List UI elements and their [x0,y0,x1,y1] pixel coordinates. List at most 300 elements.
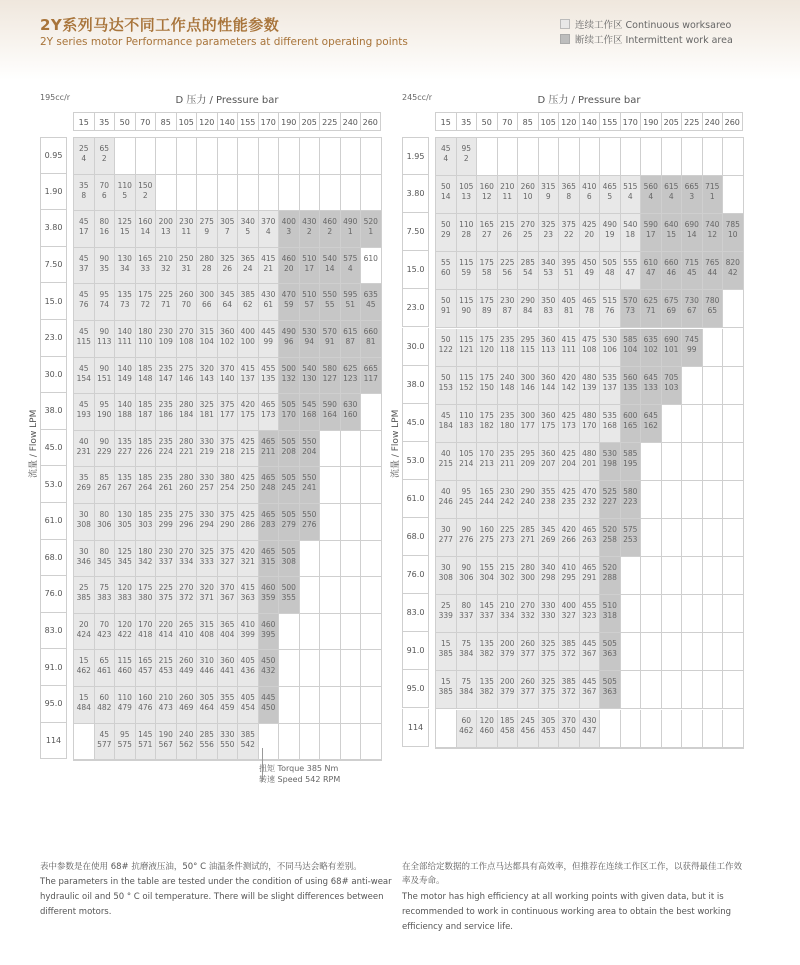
speed-value: 213 [479,458,494,468]
speed-value: 226 [138,446,153,456]
performance-cell [74,614,95,651]
torque-value: 270 [520,601,535,611]
performance-cell [238,504,259,541]
performance-cell [218,321,239,358]
torque-value: 465 [261,400,276,410]
torque-value: 185 [138,436,153,446]
torque-value: 230 [500,296,515,306]
speed-value: 113 [97,337,112,346]
flow-cell: 95.0 [402,670,429,708]
torque-value: 70 [99,180,110,190]
flow-cell: 7.50 [40,247,67,284]
performance-cell [320,248,341,285]
torque-value: 705 [664,372,679,382]
speed-value: 273 [500,535,515,544]
torque-value: 120 [479,715,494,725]
torque-value: 295 [520,334,535,344]
speed-value: 160 [343,410,358,420]
performance-cell [662,557,683,595]
speed-value: 26 [502,230,513,240]
torque-value: 110 [459,220,474,230]
pressure-header-cell: 70 [135,112,156,131]
performance-cell [559,633,580,671]
torque-value: 295 [520,448,535,458]
speed-value: 460 [117,666,132,676]
speed-value: 170 [582,420,597,430]
torque-value: 50 [440,182,451,192]
performance-cell [498,519,519,557]
torque-value: 330 [199,436,214,446]
speed-value: 19 [604,230,615,240]
performance-cell [600,710,621,748]
performance-cell [341,358,362,395]
performance-cell [621,367,642,405]
torque-value: 585 [623,334,638,344]
performance-cell [477,329,498,367]
flow-cell: 23.0 [40,320,67,357]
speed-value: 198 [602,458,617,468]
torque-value: 200 [500,639,515,649]
pressure-header-cell: 225 [681,112,702,131]
torque-value: 445 [261,693,276,702]
flow-cell: 45.0 [40,430,67,467]
torque-value: 505 [602,677,617,687]
speed-value: 21 [263,263,274,273]
performance-cell [580,710,601,748]
performance-cell [218,138,239,175]
torque-value: 520 [602,563,617,573]
performance-cell [136,467,157,504]
performance-cell [457,329,478,367]
torque-value: 570 [322,327,337,336]
speed-value: 165 [623,420,638,430]
performance-cell [320,687,341,724]
torque-value: 110 [117,693,132,702]
speed-value: 461 [97,666,112,676]
torque-value: 420 [561,525,576,534]
torque-value: 500 [281,363,296,373]
torque-value: 510 [602,601,617,611]
performance-cell [74,175,95,212]
performance-cell [197,504,218,541]
performance-cell [477,138,498,176]
speed-value: 11 [181,227,192,237]
torque-value: 430 [261,290,276,300]
performance-cell [177,614,198,651]
speed-value: 110 [138,337,153,346]
speed-value: 436 [240,666,255,676]
performance-cell [74,358,95,395]
torque-value: 465 [261,473,276,483]
speed-value: 13 [461,192,472,202]
torque-value: 305 [220,217,235,227]
torque-value: 590 [322,400,337,410]
speed-value: 227 [602,496,617,506]
speed-value: 571 [138,739,153,749]
torque-value: 535 [602,410,617,420]
torque-value: 585 [623,448,638,458]
right-model: 245cc/r [402,93,433,102]
performance-cell [641,367,662,405]
torque-value: 370 [220,363,235,373]
torque-value: 190 [158,729,173,739]
speed-value: 1 [347,227,353,237]
speed-value: 459 [220,703,235,712]
torque-value: 175 [479,372,494,382]
speed-value: 299 [158,520,173,529]
speed-value: 177 [220,410,235,420]
torque-value: 575 [623,525,638,534]
performance-cell [436,519,457,557]
performance-cell [238,541,259,578]
speed-value: 258 [602,535,617,544]
flow-cell: 114 [402,709,429,747]
torque-value: 45 [440,144,451,153]
speed-value: 253 [623,535,638,544]
performance-cell [279,614,300,651]
performance-cell [498,290,519,328]
performance-cell [600,519,621,557]
torque-value: 165 [479,486,494,496]
torque-value: 320 [199,583,214,593]
speed-value: 215 [438,458,453,468]
performance-cell [300,467,321,504]
performance-cell [320,650,341,687]
torque-value: 170 [479,448,494,458]
performance-cell [238,358,259,395]
torque-value: 175 [138,583,153,593]
speed-value: 46 [666,268,677,278]
performance-cell [600,481,621,519]
performance-cell [580,405,601,443]
speed-value: 173 [561,420,576,430]
speed-value: 173 [261,410,276,420]
performance-cell [74,541,95,578]
performance-cell [539,557,560,595]
performance-cell [539,710,560,748]
torque-value: 145 [138,729,153,739]
speed-value: 382 [479,687,494,697]
speed-value: 375 [541,687,556,697]
performance-cell [279,541,300,578]
pressure-header-cell: 140 [217,112,238,131]
performance-cell [436,595,457,633]
performance-cell [682,367,703,405]
performance-cell [477,595,498,633]
performance-cell [361,248,382,285]
flow-cell: 3.80 [40,210,67,247]
page-title-cn: 2Y系列马达不同工作点的性能参数 [40,16,280,34]
speed-value: 106 [602,344,617,354]
speed-value: 104 [199,337,214,346]
speed-value: 383 [97,593,112,603]
torque-value: 150 [138,180,153,190]
torque-value: 80 [99,546,110,556]
torque-value: 45 [440,410,451,420]
speed-value: 267 [117,483,132,493]
pressure-header-cell: 15 [73,112,94,131]
torque-value: 325 [220,253,235,263]
performance-cell [279,724,300,761]
performance-cell [300,687,321,724]
torque-value: 80 [99,217,110,227]
torque-value: 235 [158,436,173,446]
speed-value: 24 [242,263,253,273]
torque-value: 425 [240,436,255,446]
performance-cell [238,467,259,504]
speed-value: 1 [709,192,715,202]
torque-value: 35 [78,473,89,483]
speed-value: 90 [461,306,472,316]
speed-value: 5 [245,227,251,237]
torque-value: 135 [479,677,494,687]
torque-value: 215 [158,656,173,666]
speed-value: 12 [481,192,492,202]
speed-value: 66 [201,300,212,310]
performance-cell [115,614,136,651]
torque-value: 420 [561,372,576,382]
performance-cell [436,557,457,595]
performance-cell [136,614,157,651]
speed-value: 432 [261,666,276,676]
torque-value: 75 [99,583,110,593]
speed-value: 147 [158,373,173,383]
torque-value: 45 [78,327,89,336]
speed-value: 456 [520,725,535,735]
performance-cell [136,650,157,687]
speed-value: 122 [438,344,453,354]
speed-value: 308 [76,520,91,529]
speed-value: 99 [686,344,697,354]
performance-cell [621,290,642,328]
torque-value: 575 [343,253,358,263]
performance-cell [279,431,300,468]
performance-cell [498,405,519,443]
performance-cell [177,504,198,541]
performance-cell [177,687,198,724]
left-flow-label: 流量 / Flow LPM [29,409,39,478]
speed-value: 181 [199,410,214,420]
performance-cell [156,321,177,358]
performance-cell [115,577,136,614]
torque-value: 45 [78,253,89,263]
torque-value: 225 [500,525,515,534]
performance-cell [498,214,519,252]
performance-cell [74,650,95,687]
torque-value: 230 [158,546,173,556]
pressure-header-cell: 240 [702,112,723,131]
speed-value: 308 [281,556,296,566]
torque-value: 270 [179,546,194,556]
speed-value: 10 [727,230,738,240]
flow-cell: 45.0 [402,404,429,442]
speed-value: 54 [522,268,533,278]
performance-cell [177,467,198,504]
performance-cell [320,211,341,248]
speed-value: 184 [179,410,194,420]
speed-value: 291 [582,573,597,583]
torque-value: 610 [643,258,658,268]
performance-cell [436,367,457,405]
performance-cell [74,211,95,248]
speed-value: 102 [220,337,235,346]
torque-value: 90 [461,525,472,534]
performance-cell [95,248,116,285]
torque-value: 85 [99,473,110,483]
speed-value: 44 [707,268,718,278]
performance-cell [723,252,744,290]
performance-cell [621,176,642,214]
speed-value: 238 [541,496,556,506]
pressure-header-cell: 240 [340,112,361,131]
speed-value: 2 [327,227,333,237]
speed-value: 51 [345,300,356,310]
speed-value: 83 [543,306,554,316]
torque-value: 180 [138,327,153,336]
performance-cell [259,614,280,651]
performance-cell [177,175,198,212]
torque-value: 90 [99,363,110,373]
performance-cell [156,650,177,687]
speed-value: 345 [97,556,112,566]
torque-value: 30 [78,546,89,556]
speed-value: 182 [479,420,494,430]
speed-value: 279 [281,520,296,529]
torque-value: 280 [179,473,194,483]
torque-value: 50 [440,296,451,306]
torque-value: 460 [261,619,276,629]
performance-cell [559,176,580,214]
speed-value: 260 [179,483,194,493]
torque-value: 275 [179,510,194,519]
torque-value: 275 [179,363,194,373]
performance-cell [559,443,580,481]
flow-cell: 30.0 [40,357,67,394]
torque-value: 820 [725,258,740,268]
torque-value: 385 [561,677,576,687]
performance-cell [259,175,280,212]
torque-value: 185 [138,510,153,519]
torque-value: 520 [363,217,378,227]
torque-value: 365 [220,619,235,629]
performance-cell [723,329,744,367]
performance-cell [95,138,116,175]
performance-cell [95,650,116,687]
speed-value: 186 [158,410,173,420]
torque-value: 465 [261,436,276,446]
speed-value: 453 [541,725,556,735]
performance-cell [703,519,724,557]
performance-cell [320,541,341,578]
flow-cell: 91.0 [402,632,429,670]
torque-value: 235 [158,363,173,373]
performance-cell [238,284,259,321]
torque-value: 645 [643,372,658,382]
performance-cell [436,290,457,328]
performance-cell [177,211,198,248]
performance-cell [177,358,198,395]
performance-cell [641,138,662,176]
left-note-en-line: The parameters in the table are tested under the condition of using 68# anti-wear [40,877,392,887]
speed-value: 2 [463,154,469,163]
speed-value: 27 [481,230,492,240]
performance-cell [300,394,321,431]
torque-value: 65 [99,144,110,153]
speed-value: 45 [686,268,697,278]
performance-cell [662,176,683,214]
torque-value: 425 [240,510,255,519]
speed-value: 542 [240,739,255,749]
torque-value: 445 [582,639,597,649]
performance-cell [539,671,560,709]
speed-value: 294 [199,520,214,529]
performance-cell [621,671,642,709]
speed-value: 180 [500,420,515,430]
torque-value: 580 [322,363,337,373]
performance-cell [703,329,724,367]
torque-value: 340 [541,258,556,268]
torque-value: 45 [78,217,89,227]
performance-cell [74,504,95,541]
torque-value: 40 [78,436,89,446]
performance-cell [74,724,95,761]
torque-value: 60 [461,715,472,725]
speed-value: 25 [522,230,533,240]
performance-cell [320,321,341,358]
performance-cell [457,367,478,405]
torque-value: 555 [623,258,638,268]
speed-value: 447 [582,725,597,735]
torque-value: 325 [199,400,214,410]
torque-value: 785 [725,220,740,230]
torque-value: 465 [602,182,617,192]
speed-value: 139 [582,382,597,392]
speed-value: 424 [76,629,91,639]
performance-cell [320,358,341,395]
performance-cell [723,595,744,633]
speed-value: 60 [440,268,451,278]
flow-cell: 76.0 [402,556,429,594]
performance-cell [95,504,116,541]
torque-value: 160 [138,217,153,227]
pressure-header-cell: 50 [114,112,135,131]
torque-value: 275 [199,217,214,227]
right-note-en-line: efficiency and service life. [402,922,513,932]
performance-cell [518,252,539,290]
performance-cell [662,138,683,176]
performance-cell [156,394,177,431]
performance-cell [723,633,744,671]
performance-cell [559,671,580,709]
torque-value: 15 [78,656,89,666]
performance-cell [177,138,198,175]
speed-value: 51 [563,268,574,278]
speed-value: 334 [179,556,194,566]
legend-intermittent-label: 断续工作区 Intermittent work area [575,34,733,46]
performance-cell [621,443,642,481]
right-note-en-line: The motor has high efficiency at all working points with given data, but it is [402,892,724,902]
speed-value: 14 [440,192,451,202]
torque-value: 55 [440,258,451,268]
torque-value: 165 [479,220,494,230]
performance-cell [703,595,724,633]
performance-cell [218,431,239,468]
torque-value: 405 [240,693,255,702]
torque-value: 315 [199,327,214,336]
speed-value: 81 [563,306,574,316]
speed-value: 308 [438,573,453,583]
performance-cell [177,577,198,614]
